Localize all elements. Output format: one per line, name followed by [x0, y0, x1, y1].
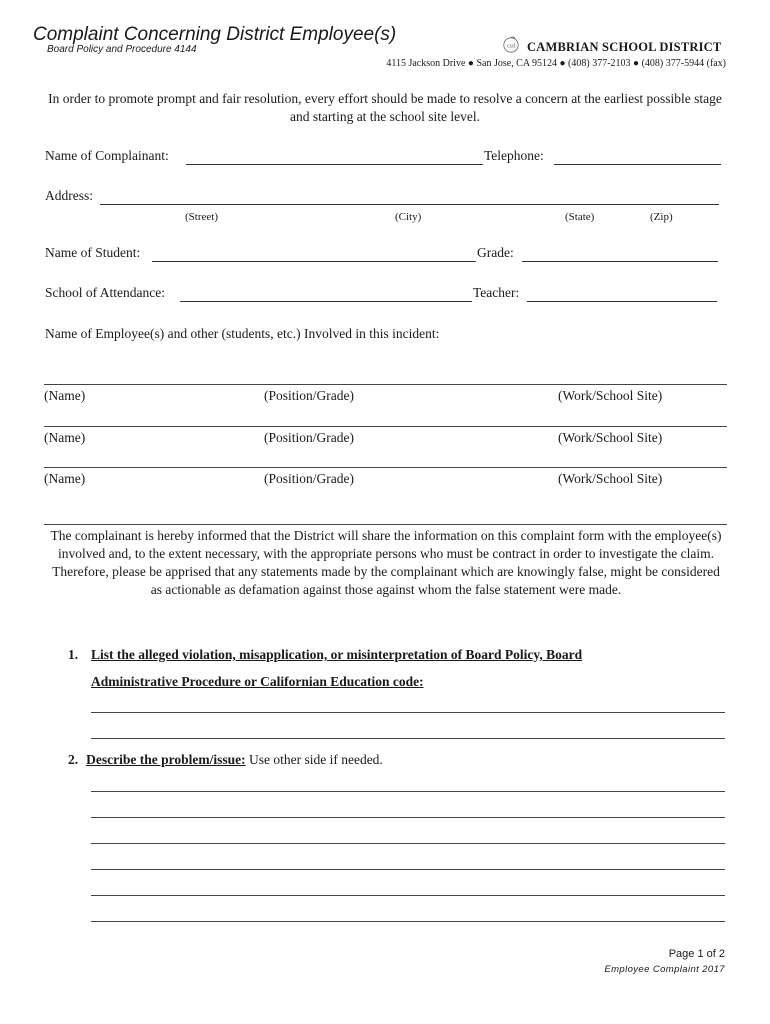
- involved-site-label: (Work/School Site): [558, 471, 663, 486]
- form-title: Complaint Concerning District Employee(s): [33, 24, 397, 45]
- question-2-number: 2.: [68, 752, 79, 767]
- document-footer-label: Employee Complaint 2017: [604, 964, 725, 975]
- involved-entry-line-3[interactable]: [44, 467, 727, 468]
- district-name: CAMBRIAN SCHOOL DISTRICT: [527, 40, 722, 54]
- answer-line-q1[interactable]: [91, 738, 725, 739]
- grade-field[interactable]: [522, 261, 718, 262]
- city-sublabel: (City): [395, 211, 422, 223]
- intro-paragraph: In order to promote prompt and fair resolution, every effort should be made to resolve a concern at the earliest possible stage and starting at the school site level.: [48, 91, 722, 124]
- state-sublabel: (State): [565, 211, 595, 223]
- notice-divider: [44, 524, 727, 525]
- question-1-number: 1.: [68, 647, 79, 662]
- page-number: Page 1 of 2: [668, 948, 725, 960]
- student-name-field[interactable]: [152, 261, 476, 262]
- involved-site-label: (Work/School Site): [558, 430, 663, 445]
- question-1-text: List the alleged violation, misapplication, or misinterpretation of Board Policy, Board: [91, 647, 583, 662]
- zip-sublabel: (Zip): [650, 211, 673, 223]
- answer-line-q2[interactable]: [91, 869, 725, 870]
- question-2-text: Describe the problem/issue:: [86, 752, 246, 767]
- answer-line-q2[interactable]: [91, 817, 725, 818]
- involved-name-label: (Name): [44, 471, 86, 486]
- involved-name-label: (Name): [44, 430, 86, 445]
- notice-paragraph: The complainant is hereby informed that the District will share the information on this complaint form with the employee(s) involved and, to the extent necessary, with the appropriate persons who must be contract in order to investigate the claim. Therefore, please be apprised that any statements made by the complainant which are knowingly false, might be considered as actionable as defamation against those against whom the false statement were made.: [50, 528, 722, 597]
- answer-line-q1[interactable]: [91, 712, 725, 713]
- involved-entry-line-2[interactable]: [44, 426, 727, 427]
- answer-line-q2[interactable]: [91, 843, 725, 844]
- answer-line-q2[interactable]: [91, 895, 725, 896]
- district-seal-icon: [502, 36, 520, 53]
- question-2-note: Use other side if needed.: [245, 752, 383, 767]
- involved-position-label: (Position/Grade): [264, 471, 354, 486]
- question-2: [68, 751, 383, 769]
- telephone-field[interactable]: [554, 164, 721, 165]
- grade-label: Grade:: [477, 245, 514, 260]
- answer-line-q2[interactable]: [91, 791, 725, 792]
- student-label: Name of Student:: [45, 245, 141, 260]
- school-field[interactable]: [180, 301, 472, 302]
- question-1-text-continued: Administrative Procedure or Californian Education code:: [91, 674, 424, 689]
- form-subtitle: Board Policy and Procedure 4144: [47, 44, 197, 55]
- complainant-label: Name of Complainant:: [45, 148, 169, 163]
- street-sublabel: (Street): [185, 211, 218, 223]
- involved-position-label: (Position/Grade): [264, 388, 354, 403]
- address-label: Address:: [45, 188, 93, 203]
- answer-line-q2[interactable]: [91, 921, 725, 922]
- teacher-label: Teacher:: [473, 285, 520, 300]
- involved-name-label: (Name): [44, 388, 86, 403]
- employees-involved-label: Name of Employee(s) and other (students, etc.) Involved in this incident:: [45, 326, 440, 341]
- teacher-field[interactable]: [527, 301, 717, 302]
- svg-text:csd: csd: [507, 43, 515, 50]
- school-label: School of Attendance:: [45, 285, 165, 300]
- address-field[interactable]: [100, 204, 719, 205]
- involved-site-label: (Work/School Site): [558, 388, 663, 403]
- telephone-label: Telephone:: [484, 148, 544, 163]
- involved-entry-line-1[interactable]: [44, 384, 727, 385]
- involved-position-label: (Position/Grade): [264, 430, 354, 445]
- district-address: 4115 Jackson Drive ● San Jose, CA 95124 ● (408) 377-2103 ● (408) 377-5944 (fax): [386, 58, 726, 69]
- complainant-name-field[interactable]: [186, 164, 483, 165]
